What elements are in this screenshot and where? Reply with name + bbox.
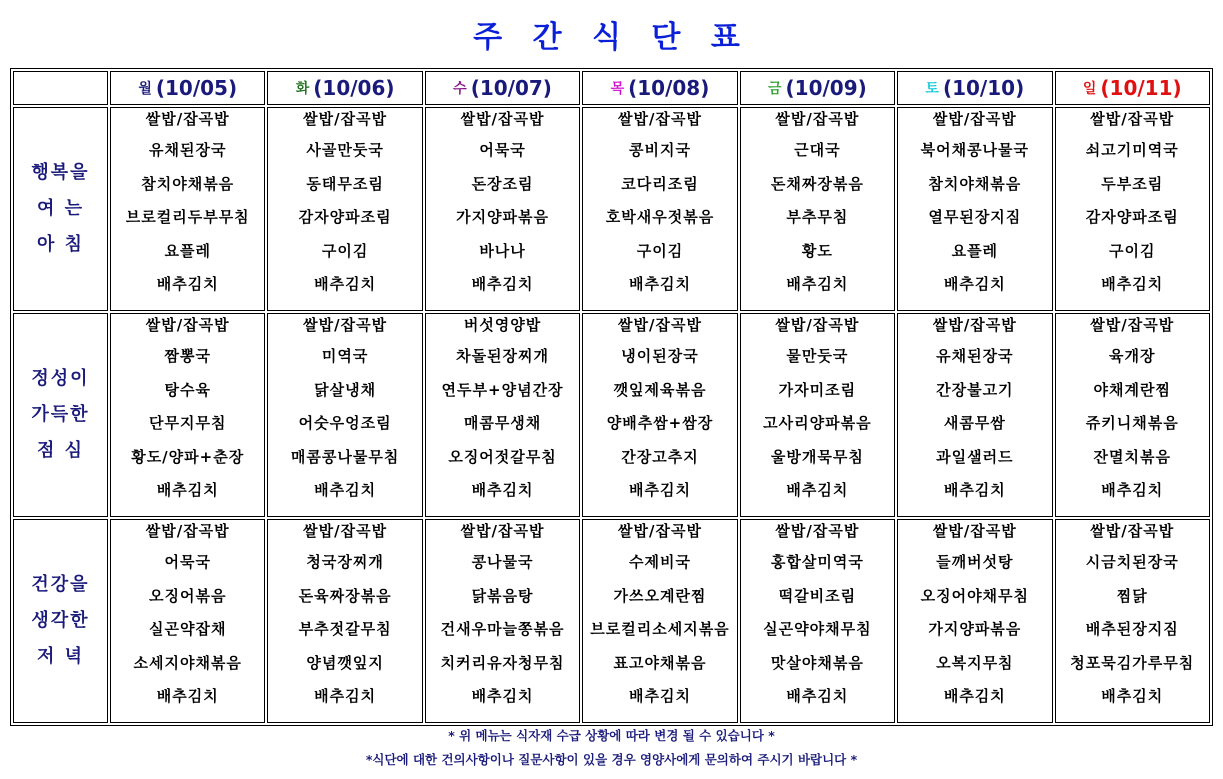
menu-item: 배추김치 xyxy=(1101,687,1164,705)
menu-item: 쌀밥/잡곡밥 xyxy=(460,110,545,128)
menu-item: 잔멸치볶음 xyxy=(1093,447,1171,466)
menu-item: 브로컬리소세지볶음 xyxy=(590,620,730,638)
menu-item: 쌀밥/잡곡밥 xyxy=(1090,316,1175,334)
menu-item: 홍합살미역국 xyxy=(770,553,864,571)
menu-item: 북어채콩나물국 xyxy=(920,141,1030,159)
menu-item: 두부조림 xyxy=(1101,174,1164,193)
meal-category-line: 정성이 xyxy=(31,368,90,389)
menu-item: 실곤약야채무침 xyxy=(763,620,872,638)
menu-item: 실곤약잡채 xyxy=(148,620,227,638)
menu-item: 유채된장국 xyxy=(936,347,1014,365)
day-header-7 xyxy=(1055,71,1210,105)
day-header-6 xyxy=(897,71,1052,105)
menu-item: 배추김치 xyxy=(786,481,849,499)
menu-item: 어숫우엉조림 xyxy=(298,414,392,432)
menu-item: 쌀밥/잡곡밥 xyxy=(1090,522,1175,540)
day-header-2 xyxy=(267,71,422,105)
menu-item: 배추김치 xyxy=(471,481,534,499)
menu-item: 배추김치 xyxy=(1101,275,1164,293)
day-header-row xyxy=(13,71,1210,105)
menu-item: 배추김치 xyxy=(1101,481,1164,499)
day-date: (10/07) xyxy=(470,76,552,100)
menu-item: 닭볶음탕 xyxy=(471,586,534,605)
menu-item: 쌀밥/잡곡밥 xyxy=(460,522,545,540)
menu-item: 오징어젓갈무침 xyxy=(448,447,557,466)
menu-item: 브로컬리두부무침 xyxy=(125,208,250,226)
menu-item: 가지양파볶음 xyxy=(456,208,550,226)
menu-item: 근대국 xyxy=(794,141,841,159)
menu-item: 야채계란찜 xyxy=(1093,380,1171,399)
menu-item: 쌀밥/잡곡밥 xyxy=(618,110,702,128)
page-title: 주 간 식 단 표 xyxy=(473,20,750,55)
menu-item: 과일샐러드 xyxy=(936,447,1014,466)
day-date: (10/05) xyxy=(155,76,238,100)
menu-item: 쌀밥/잡곡밥 xyxy=(145,110,230,128)
menu-item: 고사리양파볶음 xyxy=(763,414,872,432)
menu-item: 쌀밥/잡곡밥 xyxy=(775,110,860,128)
menu-item: 요플레 xyxy=(951,241,999,260)
day-date: (10/11) xyxy=(1100,76,1182,100)
menu-cell xyxy=(897,107,1052,311)
menu-item: 표고야채볶음 xyxy=(613,653,707,672)
menu-item: 배추김치 xyxy=(314,275,377,293)
menu-item: 시금치된장국 xyxy=(1085,553,1179,571)
menu-cell xyxy=(740,313,895,517)
menu-item: 오복지무침 xyxy=(936,653,1014,672)
menu-item: 매콤무생채 xyxy=(463,414,542,432)
menu-cell xyxy=(740,519,895,723)
notice-contact: *식단에 대한 건의사항이나 질문사항이 있을 경우 영양사에게 문의하여 주시기 바랍니다 * xyxy=(365,752,858,767)
day-header-5 xyxy=(740,71,895,105)
menu-item: 어묵국 xyxy=(479,141,526,159)
menu-item: 간장고추지 xyxy=(621,447,699,466)
menu-item: 황도/양파+춘장 xyxy=(131,447,245,466)
menu-item: 쌀밥/잡곡밥 xyxy=(303,110,388,128)
menu-item: 맛살야채볶음 xyxy=(770,653,864,672)
meal-category-line: 가득한 xyxy=(31,404,90,425)
menu-item: 건새우마늘쫑볶음 xyxy=(440,620,565,638)
menu-cell xyxy=(897,519,1052,723)
menu-item: 쥬키니채볶음 xyxy=(1085,414,1179,432)
menu-item: 돈장조림 xyxy=(471,174,534,193)
menu-item: 쌀밥/잡곡밥 xyxy=(303,522,388,540)
menu-item: 배추김치 xyxy=(943,275,1006,293)
menu-item: 쌀밥/잡곡밥 xyxy=(145,522,230,540)
menu-item: 동태무조림 xyxy=(306,174,384,193)
menu-cell xyxy=(1055,313,1210,517)
menu-item: 쌀밥/잡곡밥 xyxy=(932,522,1017,540)
menu-item: 배추김치 xyxy=(786,275,849,293)
meal-row xyxy=(13,519,1210,723)
menu-item: 배추김치 xyxy=(628,687,691,705)
corner-cell xyxy=(13,71,108,105)
menu-item: 유채된장국 xyxy=(148,141,227,159)
menu-item: 콩비지국 xyxy=(628,141,691,159)
menu-item: 구이김 xyxy=(1109,241,1156,260)
menu-item: 연두부+양념간장 xyxy=(441,380,564,399)
menu-item: 양배추쌈+쌈장 xyxy=(606,414,714,432)
day-icon: 화 xyxy=(295,80,310,97)
menu-item: 수제비국 xyxy=(628,553,691,571)
menu-cell xyxy=(425,313,580,517)
day-icon: 수 xyxy=(453,80,467,97)
menu-item: 배추김치 xyxy=(943,481,1006,499)
day-icon: 토 xyxy=(925,80,939,97)
menu-item: 구이김 xyxy=(636,241,684,260)
meal-category-line: 점 심 xyxy=(36,440,85,461)
menu-item: 울방개묵무침 xyxy=(770,447,864,466)
menu-item: 돈채짜장볶음 xyxy=(770,174,864,193)
menu-item: 찜닭 xyxy=(1116,586,1148,605)
day-date: (10/06) xyxy=(313,76,395,100)
menu-item: 코다리조림 xyxy=(621,174,699,193)
meal-category xyxy=(13,519,108,723)
notice-change: * 위 메뉴는 식자재 수급 상황에 따라 변경 될 수 있습니다 * xyxy=(448,728,775,743)
menu-item: 냉이된장국 xyxy=(621,347,699,365)
menu-cell xyxy=(267,519,422,723)
menu-item: 쌀밥/잡곡밥 xyxy=(303,316,388,334)
meal-category xyxy=(13,313,108,517)
menu-cell xyxy=(425,519,580,723)
menu-item: 쌀밥/잡곡밥 xyxy=(775,522,860,540)
menu-item: 육개장 xyxy=(1109,347,1156,365)
meal-category-line: 저 녁 xyxy=(36,646,85,667)
menu-item: 짬뽕국 xyxy=(164,347,211,365)
menu-cell xyxy=(1055,519,1210,723)
menu-item: 버섯영양밥 xyxy=(463,316,542,334)
menu-item: 배추김치 xyxy=(156,275,219,293)
menu-item: 탕수육 xyxy=(164,380,211,399)
menu-item: 열무된장지짐 xyxy=(928,208,1022,226)
menu-item: 구이김 xyxy=(321,241,369,260)
menu-item: 호박새우젓볶음 xyxy=(605,208,715,226)
menu-cell xyxy=(267,107,422,311)
menu-item: 배추김치 xyxy=(628,481,691,499)
menu-item: 배추김치 xyxy=(786,687,849,705)
menu-table-frame xyxy=(10,68,1213,726)
menu-cell xyxy=(110,107,265,311)
day-date: (10/10) xyxy=(942,76,1025,100)
meal-row xyxy=(13,313,1210,517)
day-icon: 월 xyxy=(138,80,152,97)
day-icon: 일 xyxy=(1082,80,1097,97)
weekly-menu-table xyxy=(11,69,1212,725)
meal-category-line: 여 는 xyxy=(36,198,85,219)
menu-item: 배추김치 xyxy=(156,687,219,705)
menu-cell xyxy=(897,313,1052,517)
menu-item: 부추무침 xyxy=(786,208,849,226)
menu-item: 쌀밥/잡곡밥 xyxy=(618,522,702,540)
menu-cell xyxy=(740,107,895,311)
menu-item: 쌀밥/잡곡밥 xyxy=(932,110,1017,128)
menu-cell xyxy=(425,107,580,311)
menu-item: 부추젓갈무침 xyxy=(298,620,392,638)
menu-item: 콩나물국 xyxy=(471,553,534,571)
menu-item: 청포묵김가루무침 xyxy=(1070,653,1195,672)
menu-item: 오징어볶음 xyxy=(148,586,227,605)
menu-item: 오징어야채무침 xyxy=(920,586,1030,605)
menu-item: 가지양파볶음 xyxy=(928,620,1022,638)
menu-item: 쇠고기미역국 xyxy=(1085,141,1179,159)
day-icon: 금 xyxy=(768,80,782,97)
day-date: (10/09) xyxy=(785,76,867,100)
menu-item: 돈육짜장볶음 xyxy=(298,586,392,605)
meal-category xyxy=(13,107,108,311)
menu-item: 차돌된장찌개 xyxy=(456,347,550,365)
menu-item: 배추김치 xyxy=(628,275,691,293)
menu-item: 매콤콩나물무침 xyxy=(290,447,400,466)
day-icon: 목 xyxy=(610,80,625,97)
menu-item: 참치야채볶음 xyxy=(141,174,235,193)
menu-item: 배추김치 xyxy=(471,275,534,293)
meal-row xyxy=(13,107,1210,311)
day-header-3 xyxy=(425,71,580,105)
menu-item: 배추된장지짐 xyxy=(1085,620,1179,638)
menu-item: 떡갈비조림 xyxy=(778,586,857,605)
menu-item: 어묵국 xyxy=(164,553,211,571)
day-header-4 xyxy=(582,71,737,105)
menu-cell xyxy=(110,519,265,723)
menu-item: 황도 xyxy=(801,241,833,260)
menu-cell xyxy=(582,313,737,517)
menu-item: 단무지무침 xyxy=(148,414,227,432)
menu-item: 배추김치 xyxy=(314,687,377,705)
menu-cell xyxy=(1055,107,1210,311)
menu-item: 배추김치 xyxy=(156,481,219,499)
menu-item: 치커리유자청무침 xyxy=(440,653,565,672)
menu-item: 배추김치 xyxy=(943,687,1006,705)
meal-category-line: 행복을 xyxy=(31,162,90,183)
meal-category-line: 생각한 xyxy=(31,610,90,631)
menu-cell xyxy=(267,313,422,517)
menu-cell xyxy=(582,519,737,723)
menu-item: 감자양파조림 xyxy=(1085,208,1179,226)
menu-item: 쌀밥/잡곡밥 xyxy=(1090,110,1175,128)
meal-category-line: 아 침 xyxy=(36,234,85,255)
menu-item: 쌀밥/잡곡밥 xyxy=(775,316,860,334)
menu-item: 쌀밥/잡곡밥 xyxy=(932,316,1017,334)
menu-item: 간장불고기 xyxy=(936,380,1014,399)
menu-item: 들깨버섯탕 xyxy=(936,553,1014,571)
menu-cell xyxy=(110,313,265,517)
menu-item: 감자양파조림 xyxy=(298,208,392,226)
menu-item: 미역국 xyxy=(321,347,369,365)
menu-item: 물만둣국 xyxy=(786,347,849,365)
menu-item: 소세지야채볶음 xyxy=(133,653,242,672)
menu-item: 가쓰오계란찜 xyxy=(613,586,707,605)
menu-item: 새콤무쌈 xyxy=(943,414,1006,432)
menu-item: 참치야채볶음 xyxy=(928,174,1022,193)
menu-item: 배추김치 xyxy=(471,687,534,705)
menu-item: 쌀밥/잡곡밥 xyxy=(618,316,702,334)
menu-item: 요플레 xyxy=(164,241,211,260)
menu-item: 사골만둣국 xyxy=(306,141,384,159)
day-header-1 xyxy=(110,71,265,105)
menu-item: 바나나 xyxy=(479,241,526,260)
menu-cell xyxy=(582,107,737,311)
menu-item: 가자미조림 xyxy=(778,380,857,399)
menu-item: 청국장찌개 xyxy=(306,553,384,571)
meal-category-line: 건강을 xyxy=(31,574,90,595)
menu-item: 배추김치 xyxy=(314,481,377,499)
menu-item: 양념깻잎지 xyxy=(306,653,384,672)
menu-item: 쌀밥/잡곡밥 xyxy=(145,316,230,334)
menu-item: 닭살냉채 xyxy=(314,380,377,399)
menu-item: 깻잎제육볶음 xyxy=(613,380,707,399)
day-date: (10/08) xyxy=(628,76,710,100)
